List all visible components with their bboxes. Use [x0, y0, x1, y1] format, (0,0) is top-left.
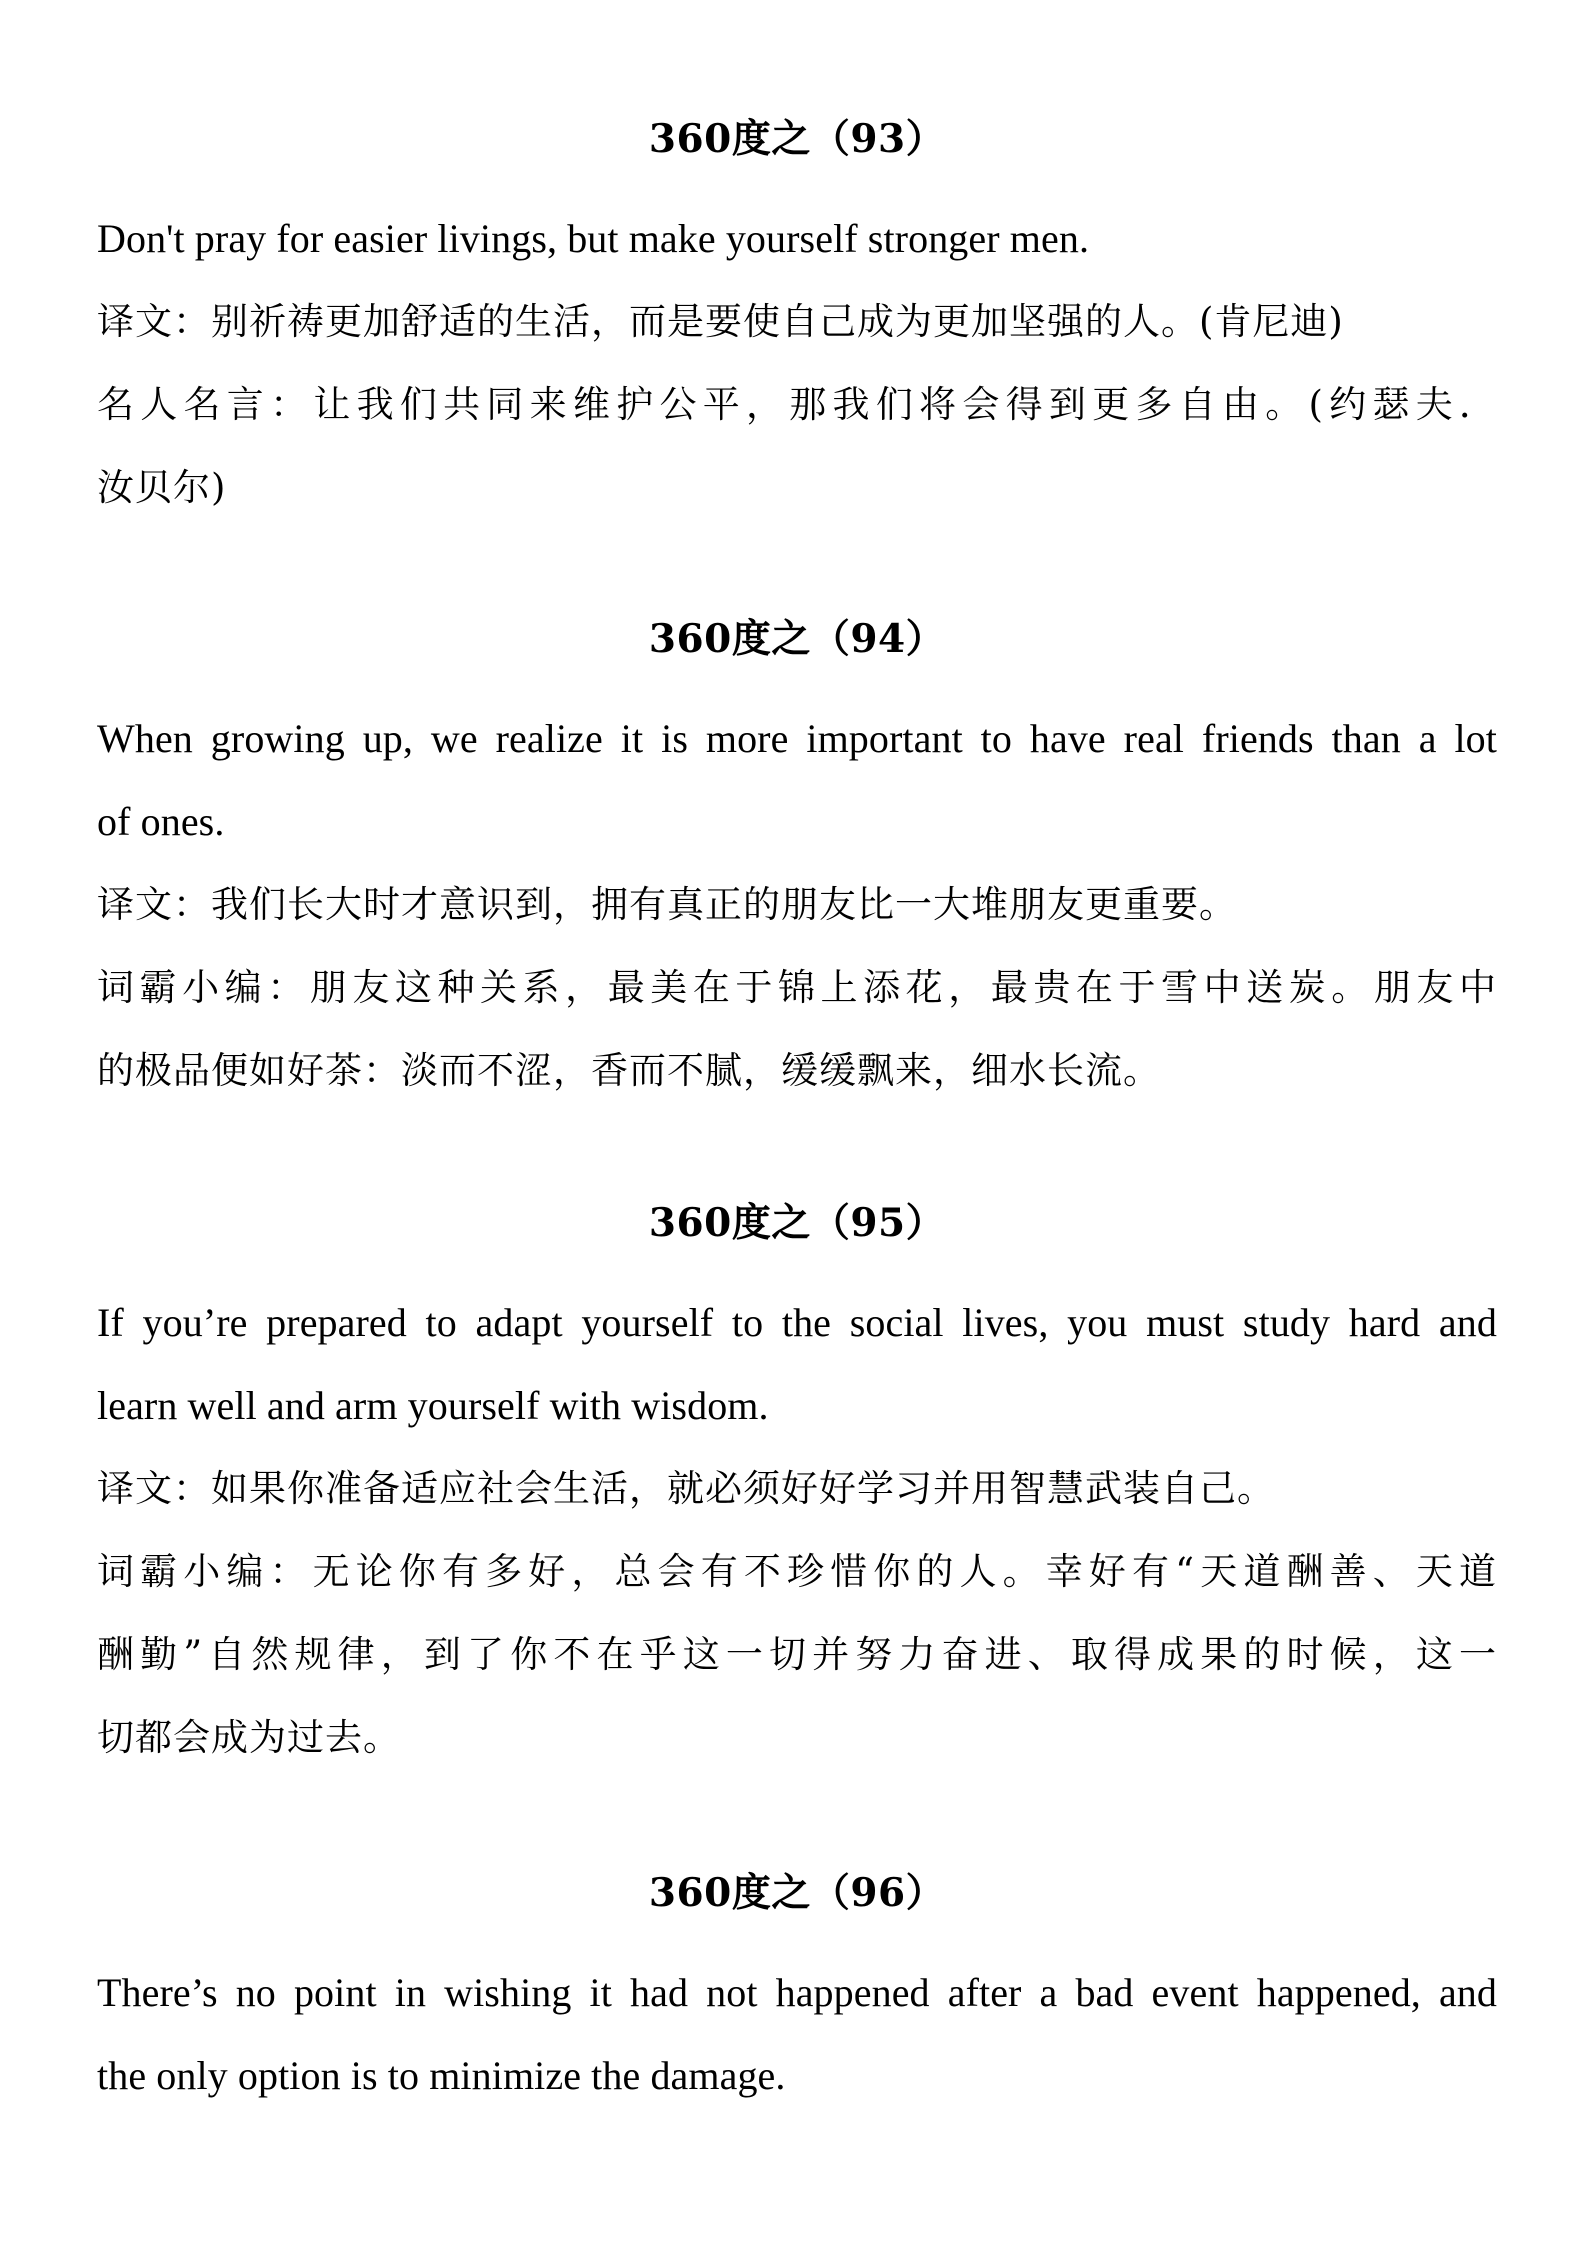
section-93: [97, 114, 1497, 529]
section-95: [97, 1198, 1497, 1779]
section-title: 360度之（95）: [648, 1200, 946, 1246]
section-title: 360度之（96）: [648, 1870, 946, 1916]
english-quote: learn well and arm yourself with wisdom.: [97, 1383, 769, 1428]
translation-line: 译文：我们长大时才意识到，拥有真正的朋友比一大堆朋友更重要。: [97, 883, 1237, 926]
editor-note-line: 词霸小编：朋友这种关系，最美在于锦上添花，最贵在于雪中送炭。朋友中: [97, 966, 1497, 1009]
english-quote: There’s no point in wishing it had not happened after a bad event happened, and: [97, 1970, 1497, 2015]
section-94: [97, 614, 1497, 1112]
editor-note-line: 的极品便如好茶：淡而不涩，香而不腻，缓缓飘来，细水长流。: [97, 1049, 1161, 1092]
section-96: [97, 1868, 1497, 2117]
english-quote: of ones.: [97, 799, 225, 844]
section-title: 360度之（94）: [648, 616, 946, 662]
english-quote: If you’re prepared to adapt yourself to the social lives, you must study hard and: [97, 1300, 1497, 1345]
editor-note-line: 酬勤”自然规律，到了你不在乎这一切并努力奋进、取得成果的时候，这一: [97, 1633, 1497, 1676]
editor-note-line: 切都会成为过去。: [97, 1716, 401, 1759]
english-quote: the only option is to minimize the damage.: [97, 2053, 786, 2098]
translation-line: 译文：别祈祷更加舒适的生活，而是要使自己成为更加坚强的人。(肯尼迪): [97, 300, 1344, 343]
translation-line: 译文：如果你准备适应社会生活，就必须好好学习并用智慧武装自己。: [97, 1467, 1275, 1510]
quote-line: 名人名言：让我们共同来维护公平，那我们将会得到更多自由。(约瑟夫．: [97, 383, 1497, 426]
english-quote: When growing up, we realize it is more important to have real friends than a lot: [97, 716, 1497, 761]
quote-line: 汝贝尔): [97, 466, 227, 509]
english-quote: Don't pray for easier livings, but make yourself stronger men.: [97, 216, 1090, 261]
section-title: 360度之（93）: [648, 116, 946, 162]
editor-note-line: 词霸小编：无论你有多好，总会有不珍惜你的人。幸好有“天道酬善、天道: [97, 1550, 1497, 1593]
